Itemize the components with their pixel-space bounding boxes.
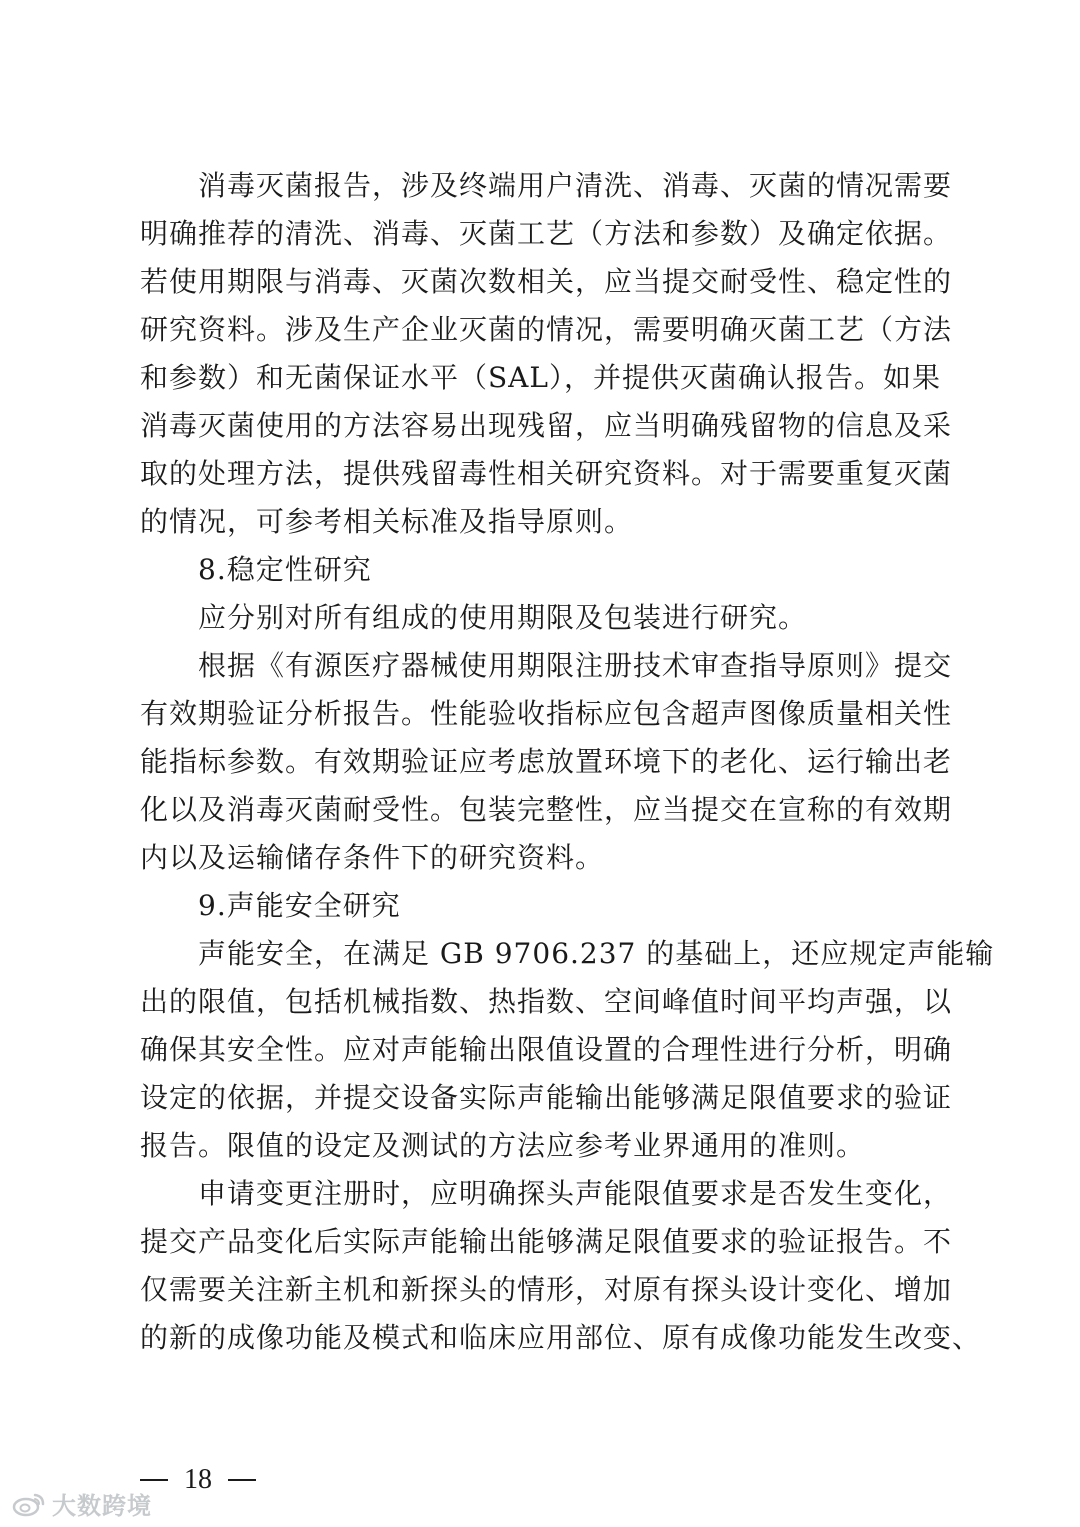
text-line: 报告。限值的设定及测试的方法应参考业界通用的准则。 <box>140 1129 866 1162</box>
text-line: 的新的成像功能及模式和临床应用部位、原有成像功能发生改变、 <box>140 1321 982 1354</box>
text-line: 确保其安全性。应对声能输出限值设置的合理性进行分析，明确 <box>140 1033 953 1066</box>
text-line: 有效期验证分析报告。性能验收指标应包含超声图像质量相关性 <box>140 697 953 730</box>
paragraph <box>140 930 995 1170</box>
page-footer <box>140 1460 256 1500</box>
text-line: 9.声能安全研究 <box>198 889 401 922</box>
paragraph <box>140 594 940 642</box>
text-line: 内以及运输储存条件下的研究资料。 <box>140 841 605 874</box>
text-line: 取的处理方法，提供残留毒性相关研究资料。对于需要重复灭菌 <box>140 457 953 490</box>
left-dash <box>140 1479 168 1481</box>
text-line: 消毒灭菌使用的方法容易出现残留，应当明确残留物的信息及采 <box>140 409 953 442</box>
paragraph <box>140 882 940 930</box>
paragraph <box>140 162 953 546</box>
text-line: 的情况，可参考相关标准及指导原则。 <box>140 505 634 538</box>
text-line: 消毒灭菌报告，涉及终端用户清洗、消毒、灭菌的情况需要 <box>198 169 953 202</box>
text-line: 8.稳定性研究 <box>198 553 372 586</box>
text-line: 出的限值，包括机械指数、热指数、空间峰值时间平均声强，以 <box>140 985 953 1018</box>
text-line: 化以及消毒灭菌耐受性。包装完整性，应当提交在宣称的有效期 <box>140 793 953 826</box>
weibo-logo-icon <box>12 1491 46 1517</box>
paragraph <box>140 1170 982 1362</box>
text-line: 设定的依据，并提交设备实际声能输出能够满足限值要求的验证 <box>140 1081 953 1114</box>
text-line: 仅需要关注新主机和新探头的情形，对原有探头设计变化、增加 <box>140 1273 953 1306</box>
text-line: 声能安全，在满足 GB 9706.237 的基础上，还应规定声能输 <box>198 937 995 970</box>
right-dash <box>228 1479 256 1481</box>
document-body <box>140 162 995 1362</box>
text-line: 能指标参数。有效期验证应考虑放置环境下的老化、运行输出老 <box>140 745 953 778</box>
paragraph <box>140 546 940 594</box>
text-line: 应分别对所有组成的使用期限及包装进行研究。 <box>198 601 808 634</box>
text-line: 根据《有源医疗器械使用期限注册技术审查指导原则》提交 <box>198 649 953 682</box>
text-line: 研究资料。涉及生产企业灭菌的情况，需要明确灭菌工艺（方法 <box>140 313 953 346</box>
watermark-text: 大数跨境 <box>52 1492 152 1520</box>
watermark <box>12 1486 152 1521</box>
text-line: 提交产品变化后实际声能输出能够满足限值要求的验证报告。不 <box>140 1225 953 1258</box>
text-line: 明确推荐的清洗、消毒、灭菌工艺（方法和参数）及确定依据。 <box>140 217 953 250</box>
page-number: 18 <box>184 1464 212 1495</box>
text-line: 申请变更注册时，应明确探头声能限值要求是否发生变化， <box>198 1177 953 1210</box>
paragraph <box>140 642 953 882</box>
text-line: 若使用期限与消毒、灭菌次数相关，应当提交耐受性、稳定性的 <box>140 265 953 298</box>
text-line: 和参数）和无菌保证水平（SAL），并提供灭菌确认报告。如果 <box>140 361 941 394</box>
